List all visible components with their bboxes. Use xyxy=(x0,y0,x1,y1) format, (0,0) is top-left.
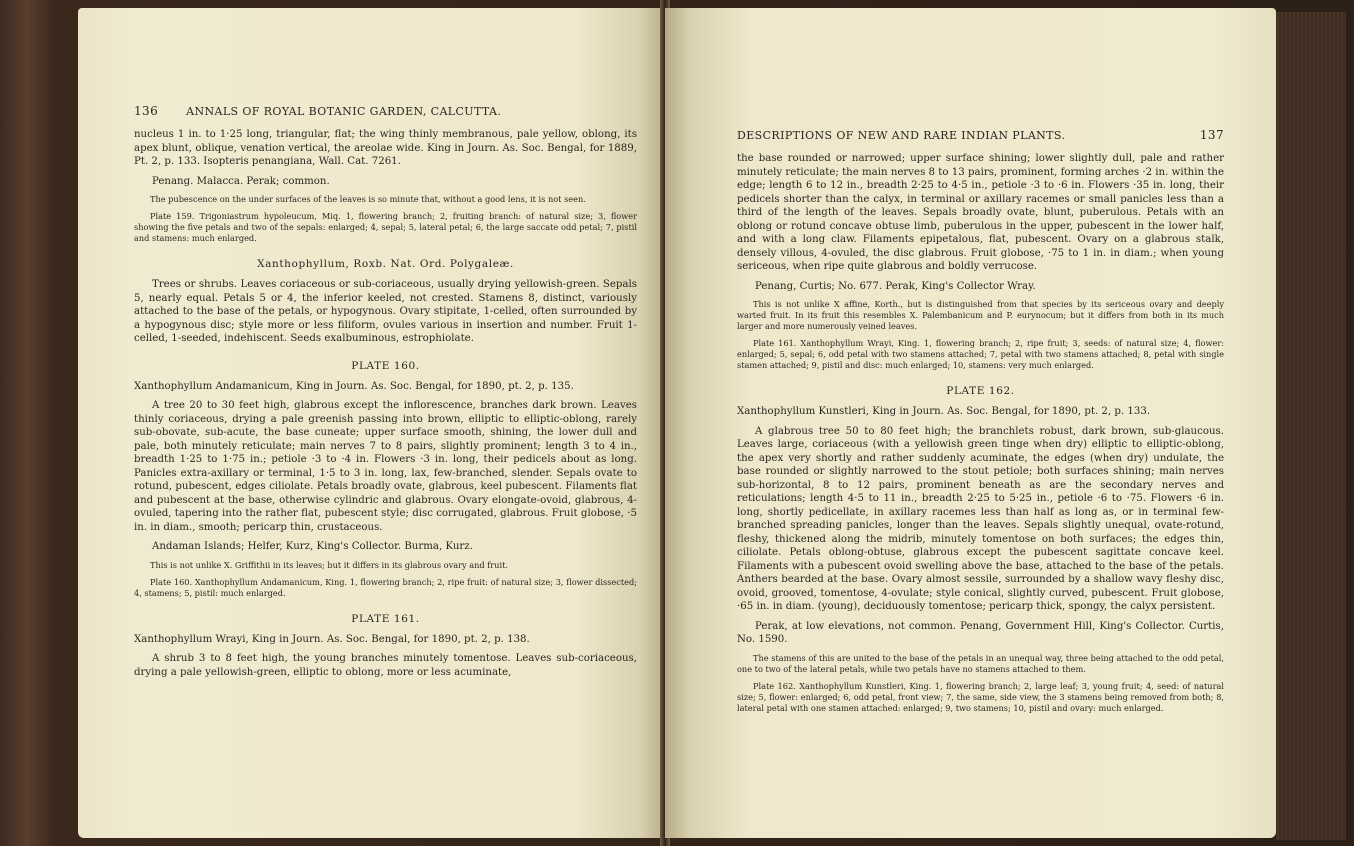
running-title: ANNALS OF ROYAL BOTANIC GARDEN, CALCUTTA. xyxy=(186,105,502,118)
species-160-note: This is not unlike X. Griffithii in its leaves; but it differs in its glabrous ovary and fruit. xyxy=(150,559,508,570)
plate-161-heading: PLATE 161. xyxy=(351,612,420,625)
species-162-note: The stamens of this are united to the base of the petals in an unequal way, three being attached to the odd petal, one to two of the lateral petals, while two petals have no stamens attached to them. xyxy=(737,652,1224,674)
plate-161-caption: Plate 161. Xanthophyllum Wrayi, King. 1, flowering branch; 2, ripe fruit; 3, seeds: of natural size; 4, flower: enlarged; 5, sepal; 6, odd petal with two stamens attached; 7, petal with two stamens attached; 8, petal with single stamen attached; 9, pistil and disc: much enlarged; 10, stamens: very much enlarged. xyxy=(737,338,1224,370)
plate-160-heading: PLATE 160. xyxy=(351,359,420,372)
genus-heading: Xanthophyllum, Roxb. Nat. Ord. Polygaleæ. xyxy=(257,258,514,270)
plate-162-heading: PLATE 162. xyxy=(946,385,1015,397)
left-running-head xyxy=(134,104,637,118)
paragraph-wing: nucleus 1 in. to 1·25 long, triangular, flat; the wing thinly membranous, pale yellow, oblong, its apex blunt, oblique, venation vertical, the areolae wide. King in Journ. As. Soc. Bengal, for 1889, Pt. 2, p. 133. Isopteris penangiana, Wall. Cat. 7261. xyxy=(134,129,637,167)
left-page xyxy=(78,8,663,838)
page-number: 136 xyxy=(134,104,159,118)
genus-description: Trees or shrubs. Leaves coriaceous or sub-coriaceous, usually drying yellowish-green. Sepals 5, nearly equal. Petals 5 or 4, the inferior keeled, not crested. Stamens 8, distinct, variously attached to the base of the petals, or hypogynous. Ovary stipitate, 1-celled, often surrounded by a hypogynous disc; style more or less filiform, ovules various in insertion and number. Fruit 1-celled, 1-seeded, indehiscent. Seeds exalbuminous, estrophiolate. xyxy=(134,279,637,344)
species-162-citation: Xanthophyllum Kunstleri, King in Journ. As. Soc. Bengal, for 1890, pt. 2, p. 133. xyxy=(737,406,1151,417)
plate-162-caption: Plate 162. Xanthophyllum Kunstleri, King. 1, flowering branch; 2, large leaf; 3, young fruit; 4, seed: of natural size; 5, flower: enlarged; 6, odd petal, front view; 7, the same, side view, the 3 stamens being removed from both; 8, lateral petal with one stamen attached: enlarged; 9, two stamens; 10, pistil and ovary: much enlarged. xyxy=(737,680,1224,713)
species-160-locality: Andaman Islands; Helfer, Kurz, King's Collector. Burma, Kurz. xyxy=(152,541,473,552)
species-162-locality: Perak, at low elevations, not common. Penang, Government Hill, King's Collector. Curtis, No. 1590. xyxy=(737,620,1224,645)
plate-160-caption: Plate 160. Xanthophyllum Andamanicum, King. 1, flowering branch; 2, ripe fruit: of natural size; 3, flower dissected; 4, stamens; 5, pistil: much enlarged. xyxy=(134,576,637,598)
plate-159-caption: Plate 159. Trigoniastrum hypoleucum, Miq. 1, flowering branch; 2, fruiting branch: of natural size; 3, flower showing the five petals and two of the sepals: enlarged; 4, sepal; 5, lateral petal; 6, the large saccate odd petal; 7, pistil and stamens: much enlarged. xyxy=(134,211,637,243)
page-number: 137 xyxy=(1199,128,1224,142)
right-page xyxy=(665,8,1276,838)
species-161-locality: Penang, Curtis; No. 677. Perak, King's Collector Wray. xyxy=(755,280,1036,292)
species-161-citation: Xanthophyllum Wrayi, King in Journ. As. Soc. Bengal, for 1890, pt. 2, p. 138. xyxy=(134,633,530,645)
species-160-citation: Xanthophyllum Andamanicum, King in Journ. As. Soc. Bengal, for 1890, pt. 2, p. 135. xyxy=(134,380,574,392)
note-pubescence: The pubescence on the under surfaces of the leaves is so minute that, without a good lens, it is not seen. xyxy=(150,194,586,204)
species-161-note: This is not unlike X affine, Korth., but is distinguished from that species by its sericeous ovary and deeply warted fruit. In its fruit this resembles X. Palembanicum and P. eurynocum; but it differs from both in its much larger and more numerously veined leaves. xyxy=(737,299,1224,331)
species-162-description: A glabrous tree 50 to 80 feet high; the branchlets robust, dark brown, sub-glaucous. Leaves large, coriaceous (with a yellowish green tinge when dry) elliptic to elliptic-oblong, the apex very shortly and rather suddenly acuminate, the edges (when dry) undulate, the base rounded or slightly narrowed to the stout petiole; both surfaces shining; main nerves sub-horizontal, 8 to 12 pairs, prominent beneath as are the secondary nerves and reticulations; length 4·5 to 11 in., breadth 2·25 to 5·25 in., petiole ·6 to ·75. Flowers ·6 in. long, shortly pedicellate, in axillary racemes less than half as long as, or in terminal few-branched spreading panicles, longer than the leaves. Sepals slightly unequal, ovate-rotund, fleshy, thickened along the midrib, minutely tomentose on both surfaces; the edges thin, ciliolate. Petals oblong-obtuse, glabrous except the pubescent sagittate concave keel. Filaments with a pubescent ovoid swelling above the base, attached to the base of the petals. Anthers bearded at the base. Ovary almost sessile, surrounded by a shallow wavy fleshy disc, ovoid, grooved, tomentose, 4-ovulate; style conical, slightly curved, pubescent. Fruit globose, ·65 in. in diam. (young), deciduously tomentose; pericarp thick, spongy, the calyx persistent. xyxy=(737,425,1224,612)
page-edges xyxy=(1276,12,1346,840)
running-title: DESCRIPTIONS OF NEW AND RARE INDIAN PLANTS. xyxy=(737,129,1066,142)
species-161-description-cont: the base rounded or narrowed; upper surface shining; lower slightly dull, pale and rather minutely reticulate; the main nerves 8 to 13 pairs, prominent, forming arches ·2 in. within the edge; length 6 to 12 in., breadth 2·25 to 4·5 in., petiole ·3 to ·6 in. Flowers ·35 in. long, their pedicels shorter than the calyx, in terminal or axillary racemes or small panicles less than a third of the length of the leaves. Sepals broadly ovate, blunt, puberulous. Petals with an oblong or rotund concave obtuse limb, puberulous in the upper, pubescent in the lower half, and with a long claw. Filaments epipetalous, flat, pubescent. Ovary on a glabrous stalk, densely villous, 4-ovuled, the disc glabrous. Fruit globose, ·75 to 1 in. in diam.; when young sericeous, when ripe quite glabrous and boldly verrucose. xyxy=(737,153,1224,272)
species-161-description: A shrub 3 to 8 feet high, the young branches minutely tomentose. Leaves sub-coriaceous, drying a pale yellowish-green, elliptic to oblong, more or less acuminate, xyxy=(134,653,637,678)
paragraph-locality: Penang. Malacca. Perak; common. xyxy=(152,175,330,187)
species-160-description: A tree 20 to 30 feet high, glabrous except the inflorescence, branches dark brown. Leaves thinly coriaceous, drying a pale greenish passing into brown, elliptic to elliptic-oblong, rarely sub-obovate, sub-acute, the base cuneate; upper surface smooth, shining, the lower dull and pale, both minutely reticulate; main nerves 7 to 8 pairs, slightly prominent; length 3 to 4 in., breadth 1·25 to 1·75 in.; petiole ·3 to ·4 in. Flowers ·3 in. long, their pedicels about as long. Panicles extra-axillary or terminal, 1·5 to 3 in. long, lax, few-branched, slender. Sepals ovate to rotund, pubescent, edges ciliolate. Petals broadly ovate, glabrous, keel pubescent. Filaments flat and pubescent at the base, otherwise cylindric and glabrous. Ovary elongate-ovoid, glabrous, 4-ovuled, tapering into the rather flat, pubescent style; disc corrugated, glabrous. Fruit globose, ·5 in. in diam., smooth; pericarp thin, crustaceous. xyxy=(134,400,637,533)
right-running-head xyxy=(737,128,1224,142)
